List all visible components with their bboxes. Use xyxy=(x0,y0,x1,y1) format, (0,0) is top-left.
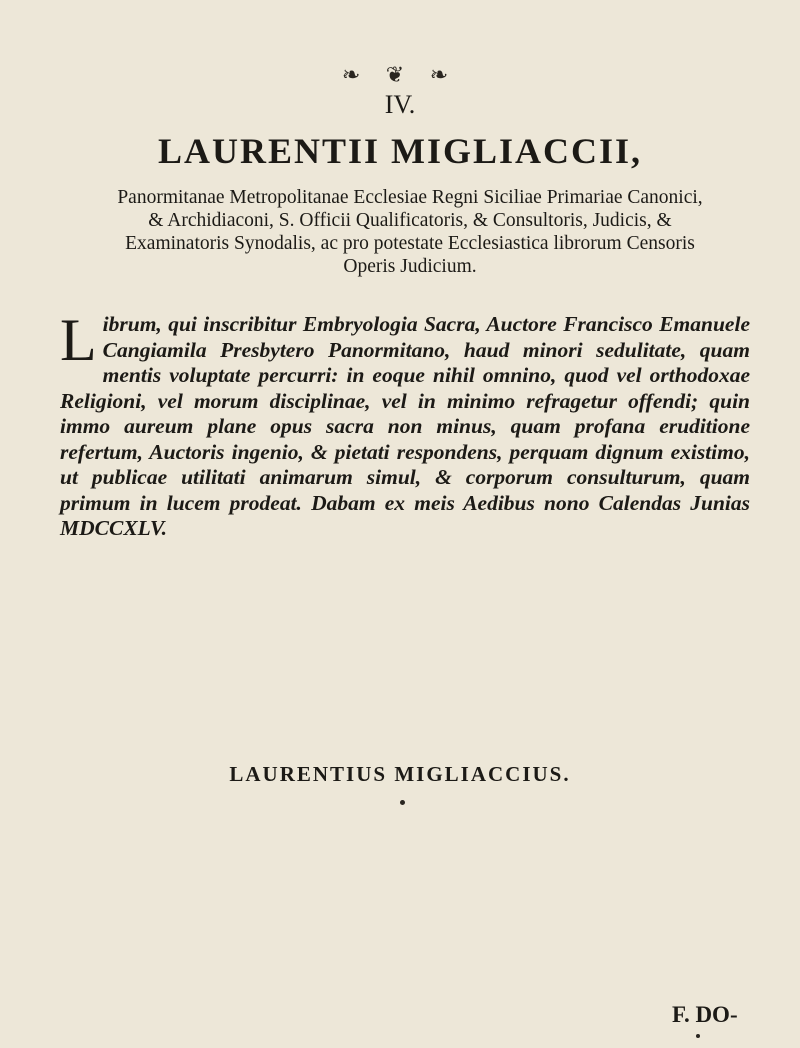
author-heading: LAURENTII MIGLIACCII, xyxy=(157,131,643,171)
signature: LAURENTIUS MIGLIACCIUS. xyxy=(229,762,571,786)
head-ornament: ❧ ❦ ❧ xyxy=(341,62,459,87)
ink-speck xyxy=(400,800,405,805)
ink-speck xyxy=(696,1034,700,1038)
author-titles: Panormitanae Metropolitanae Ecclesiae Regni Siciliae Primariae Canonici, & Archidiaconi, S. Officii Qualificatoris, & Consultoris, Judicis, & Examinatoris Synodalis, ac pro potestate Ecclesiastica librorum Censoris Operis Judicium. xyxy=(117,187,703,277)
catchword: F. DO- xyxy=(672,1002,738,1027)
page-number: IV. xyxy=(384,90,416,119)
drop-cap: L xyxy=(60,307,97,373)
judicium-body: ibrum, qui inscribitur Embryologia Sacra, Auctore Francisco Emanuele Cangiamila Presbytero Panormitano, haud minori sedulitate, quam mentis voluptate percurri: in eoque nihil omnino, quod vel orthodoxae Religioni, vel morum disciplinae, vel in minimo refragetur offendi; quin immo aureum plane opus sacra non minus, quam profana eruditione refertum, Auctoris ingenio, & pietati respondens, perquam dignum existimo, ut publicae utilitati animarum simul, & corporum consulturum, quam primum in lucem prodeat. Dabam ex meis Aedibus nono Calendas Junias MDCCXLV. xyxy=(60,312,750,540)
judicium-text xyxy=(60,307,750,542)
